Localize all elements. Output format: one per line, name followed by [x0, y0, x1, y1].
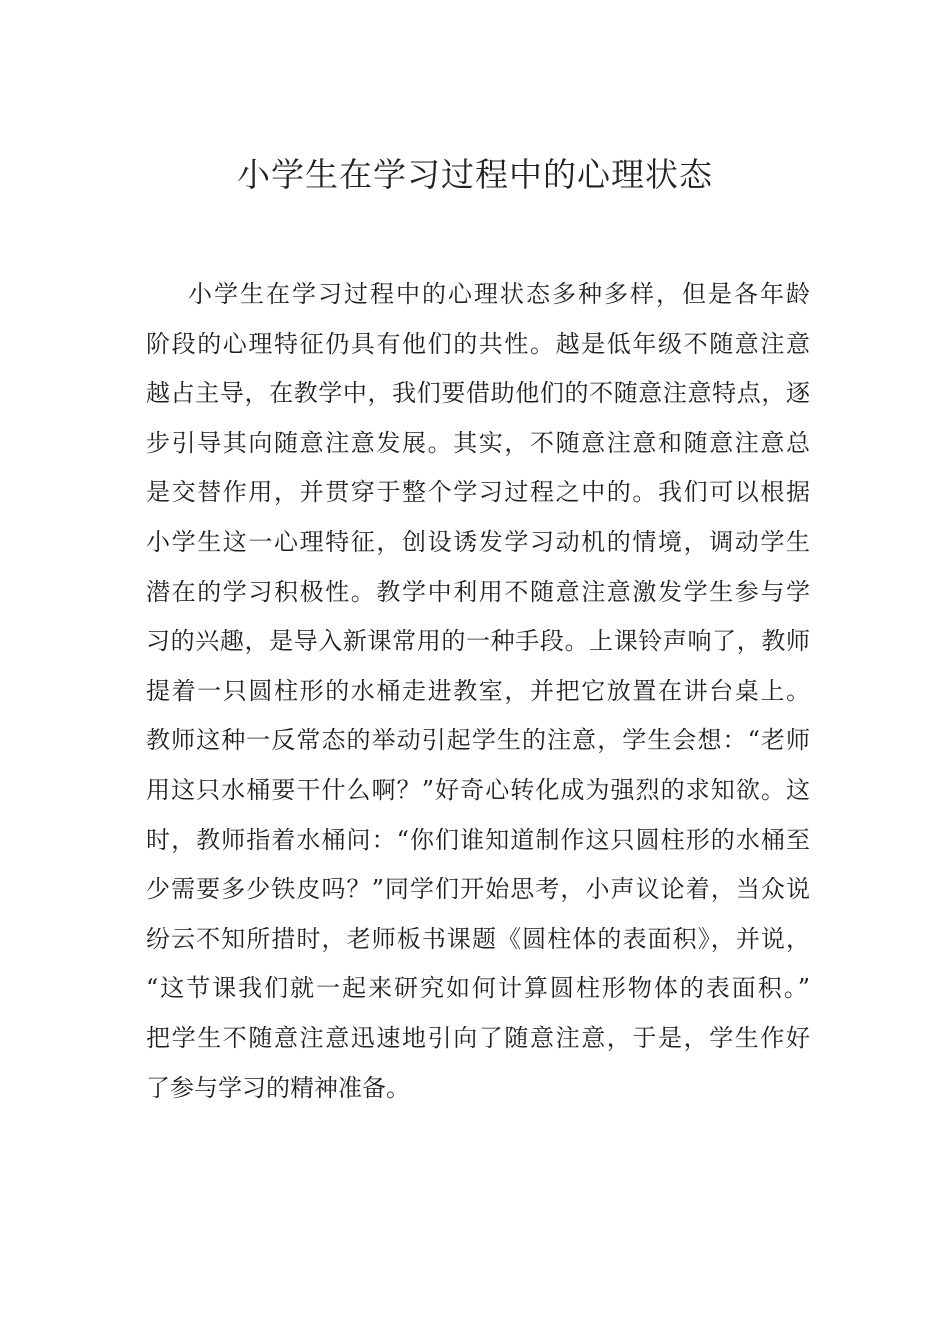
paragraph-line: 少需要多少铁皮吗？”同学们开始思考，小声议论着，当众说 — [146, 875, 810, 904]
paragraph-line: 提着一只圆柱形的水桶走进教室，并把它放置在讲台桌上。 — [146, 676, 810, 705]
paragraph-line: 是交替作用，并贯穿于整个学习过程之中的。我们可以根据 — [146, 478, 810, 507]
paragraph-line: 小学生这一心理特征，创设诱发学习动机的情境，调动学生 — [146, 527, 810, 556]
paragraph-line: 用这只水桶要干什么啊？”好奇心转化成为强烈的求知欲。这 — [146, 775, 810, 804]
paragraph-line: 潜在的学习积极性。教学中利用不随意注意激发学生参与学 — [146, 577, 810, 606]
document-title: 小学生在学习过程中的心理状态 — [237, 155, 713, 194]
paragraph-line: 教师这种一反常态的举动引起学生的注意，学生会想：“老师 — [146, 726, 810, 755]
paragraph-line: 步引导其向随意注意发展。其实，不随意注意和随意注意总 — [146, 428, 810, 457]
body-paragraph — [146, 270, 810, 1113]
paragraph-line: 纷云不知所措时，老师板书课题《圆柱体的表面积》，并说， — [146, 924, 810, 953]
paragraph-line: 越占主导，在教学中，我们要借助他们的不随意注意特点，逐 — [146, 379, 810, 408]
paragraph-line: 阶段的心理特征仍具有他们的共性。越是低年级不随意注意 — [146, 329, 810, 358]
paragraph-line: 时，教师指着水桶问：“你们谁知道制作这只圆柱形的水桶至 — [146, 825, 810, 854]
paragraph-line: 把学生不随意注意迅速地引向了随意注意，于是，学生作好 — [146, 1023, 810, 1052]
paragraph-line: 小学生在学习过程中的心理状态多种多样，但是各年龄 — [188, 280, 810, 308]
paragraph-line: 了参与学习的精神准备。 — [146, 1073, 410, 1102]
paragraph-line: 习的兴趣，是导入新课常用的一种手段。上课铃声响了，教师 — [146, 627, 810, 656]
paragraph-line: “这节课我们就一起来研究如何计算圆柱形物体的表面积。” — [146, 974, 810, 1003]
